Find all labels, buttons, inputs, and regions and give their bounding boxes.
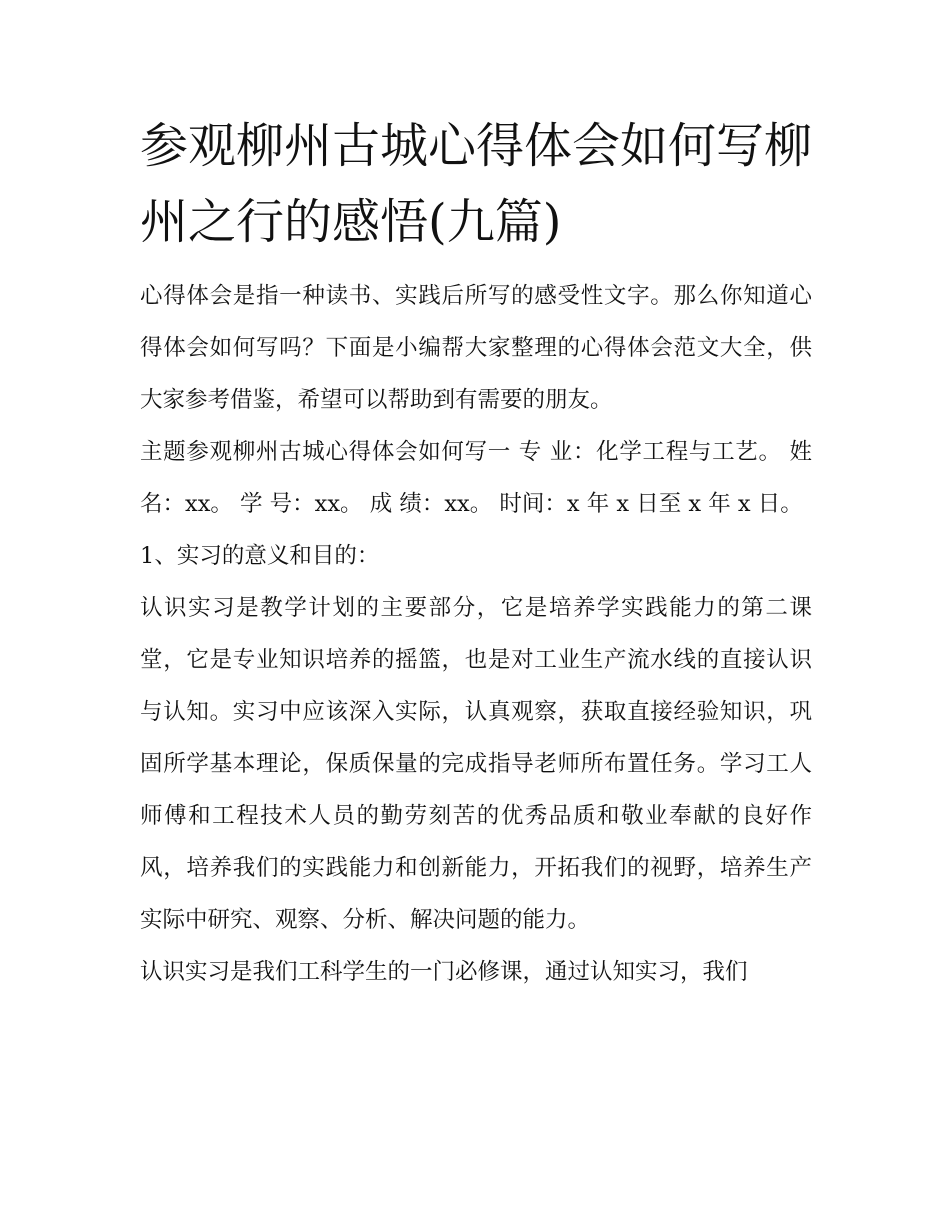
body-paragraph: 认识实习是教学计划的主要部分，它是培养学实践能力的第二课堂，它是专业知识培养的摇篮，也是对工业生产流水线的直接认识与认知。实习中应该深入实际，认真观察，获取直接经验知识，巩固所学基本理论，保质保量的完成指导老师所布置任务。学习工人师傅和工程技术人员的勤劳刻苦的优秀品质和敬业奉献的良好作风，培养我们的实践能力和创新能力，开拓我们的视野，培养生产实际中研究、观察、分析、解决问题的能力。 (140, 595, 812, 933)
info-paragraph: 主题参观柳州古城心得体会如何写一 专 业：化学工程与工艺。 姓 名：xx。 学 号：xx。 成 绩：xx。 时间：x 年 x 日至 x 年 x 日。 (140, 439, 812, 517)
section-heading: 1、实习的意义和目的： (140, 543, 380, 569)
document-body (140, 108, 812, 998)
intro-paragraph: 心得体会是指一种读书、实践后所写的感受性文字。那么你知道心得体会如何写吗？下面是小编帮大家整理的心得体会范文大全，供大家参考借鉴，希望可以帮助到有需要的朋友。 (140, 283, 812, 413)
document-title: 参观柳州古城心得体会如何写柳州之行的感悟(九篇) (140, 118, 813, 250)
body-paragraph-continued: 认识实习是我们工科学生的一门必修课，通过认知实习，我们 (140, 959, 748, 985)
